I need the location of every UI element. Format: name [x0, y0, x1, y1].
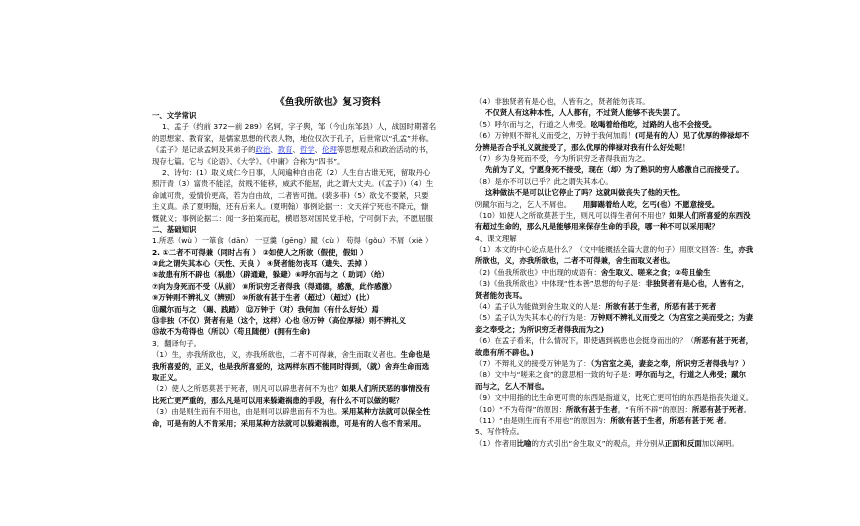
- answer-text: 采用某种方法就可以保全性: [341, 407, 431, 417]
- text-line: （4）非独贤者有是心也，人皆有之，贤者能勿丧耳。: [475, 97, 650, 106]
- question-text: （10）如使人之所欲莫甚于生，则凡可以得生者何不用也？: [475, 210, 670, 220]
- answer-text: 呼尔而与之，行道之人弗受；蹴尔: [635, 370, 747, 380]
- question-text: （4）孟子认为能做到舍生取义的人是：: [475, 302, 606, 312]
- text-line: 2. ①二者不可得兼（同时占有 ） ②如使人之所欲（假使，假如 ）: [152, 247, 368, 257]
- text-line: 《孟子》是记录孟轲及其弟子的政治、教育、哲学、伦理等思想观点和政治活动的书，: [152, 145, 433, 155]
- answer-text: 舍生取义、嗟来之食；②苟且偷生: [600, 267, 711, 277]
- text-line: 2、诗句：(1）取义成仁今日事，人间遍种自由花（2）人生自古谁无死，留取丹心: [162, 167, 431, 177]
- section-heading-understanding: 4、课文理解: [475, 233, 517, 243]
- text-line: [475, 130, 793, 141]
- section-heading-writing: 5、写作特点。: [475, 427, 525, 437]
- text-line: [152, 383, 464, 394]
- text-line: ⑨万钟则不辨礼义（辨别） ⑩所欲有甚于生者（超过）（超过）(比）: [152, 293, 374, 303]
- answer-line: 取正义。: [152, 372, 182, 382]
- question-text: （1）作者用: [475, 438, 517, 448]
- answer-line: 而与之，乞人不屑也。: [475, 381, 549, 391]
- right-column: [475, 96, 793, 449]
- link-education[interactable]: 教育: [277, 145, 293, 155]
- text-line: ⑮故不为苟得也（所以）（苟且随便）(拥有生命): [152, 327, 311, 337]
- answer-text: 吆喝着给他吃，过路的人也不会接受。: [590, 119, 717, 129]
- answer-line: 这种做法不是可以让它停止了吗？这就叫做丧失了他的天性。: [485, 188, 685, 198]
- text-line: 照汗青（3）富贵不能淫，贫贱不能移，威武不能屈，此之谓大丈夫。(《孟子》)（4）生: [152, 179, 434, 189]
- text-line: [475, 244, 793, 255]
- text-line: 1.所恶（wù ）一箪食（dān） 一豆羹（gēng）蹴（cù ） 苟得（gǒu）不屑（xiè ）: [152, 236, 433, 246]
- answer-text: 所恶有甚于死者: [691, 404, 744, 414]
- question-text: （2）使人之所恶莫甚于死者，则凡可以辟患者何不为也？: [152, 384, 342, 394]
- text-line: ⑦向为身死而不受（从前） ⑧所识穷乏者得我（得通德，感激，此作感激）: [152, 281, 397, 291]
- answer-text: 所恶有甚于死者，: [694, 336, 754, 346]
- text-line: 主义真。杀了夏明翰，还有后来人。(夏明翰）事例论据一：文天祥宁死也不降元，慷: [152, 202, 429, 212]
- text-line: [475, 301, 793, 312]
- text-line: （9）文中用指的比生命更可贵的东西是指道义，比死亡更可怕的东西是指丧失道义。: [475, 393, 754, 403]
- question-text: （3)《鱼我所欲也》中体现“性本善”思想的句子是：: [475, 279, 646, 289]
- text-span: 加以阐明。: [701, 438, 739, 448]
- question-text: （2)《鱼我所欲也》中出现的成语有：: [475, 267, 601, 277]
- answer-line: 故患有所不辟也。): [475, 347, 534, 357]
- question-text: （6）在孟子看来，什么情况下，即使遇到祸患也会挺身而出的？（: [475, 336, 695, 346]
- answer-text: 如果人们所厌恶的事情没有: [341, 384, 431, 394]
- link-philosophy[interactable]: 哲学: [299, 145, 315, 155]
- text-line: [475, 267, 793, 278]
- question-text: ，“有所不辟”的原因：: [617, 404, 692, 414]
- link-politics[interactable]: 政治: [255, 145, 271, 155]
- text-line: （7）乡为身死而不受，今为所识穷乏者得我而为之。: [475, 153, 650, 163]
- left-column: [152, 96, 464, 429]
- link-ethics[interactable]: 伦理: [322, 145, 337, 155]
- answer-line: 贤者能勿丧耳。: [475, 290, 527, 300]
- text-line: [152, 406, 464, 417]
- answer-text: 非独贤者有是心也，人皆有之，: [645, 279, 749, 289]
- question-text: （5）孟子认为失其本心的行为是：: [475, 313, 591, 323]
- answer-text: 生，亦我: [723, 245, 754, 255]
- question-text: （11）“由是则生而有不用也”的原因为：: [475, 415, 611, 425]
- answer-text: 正面和反面: [664, 438, 702, 448]
- question-text: （5）呼尔而与之，行道之人弗受。: [475, 119, 591, 129]
- question-text: （6）万钟则不辩礼义而受之，万钟于我何加焉！: [475, 131, 635, 141]
- answer-line: 妾之奉受之；为所识穷乏者得我而为之): [475, 324, 605, 334]
- question-text: （1）本文的中心论点是什么？（文中能概括全篇大意的句子）用原文回答：: [475, 245, 724, 255]
- answer-text: 所欲有甚于生者: [565, 404, 618, 414]
- answer-line: 有超过生命的，那么凡是能够用来保存生命的手段，哪一种不可以采用呢？: [475, 222, 719, 232]
- text-line: [475, 335, 793, 346]
- answer-text: （为宫室之美，妻妾之奉，所识穷乏者得我与？）: [590, 358, 750, 368]
- text-span: 的方式引出“舍生取义”的观点，并分别从: [531, 438, 665, 448]
- answer-text: (可是有的人）见了优厚的俸禄却不: [634, 131, 750, 141]
- text-line: [152, 349, 464, 360]
- answer-line: 命，可是有的人不肯采用；采用某种方法就可以躲避祸患，可是有的人也不肯采用。: [152, 418, 426, 428]
- question-text: （3）由是则生而有不用也，由是则可以辟患而有不为也。: [152, 407, 342, 417]
- answer-line: 我所喜爱的，正义，也是我所喜爱的，这两样东西不能同时得到，（就）舍弃生命而选: [152, 361, 430, 371]
- text-line: [475, 415, 793, 426]
- answer-text: 用脚踢着给人吃，乞丐(也）不愿意接受。: [582, 199, 720, 209]
- text-line: ⑬非独（不仅）贤者有是（这个，这样）心也 ⑭万钟（高位厚禄）则不辨礼义: [152, 316, 406, 326]
- answer-text: 所欲有甚于生者，所恶有甚于死者: [605, 302, 717, 312]
- answer-line: 不仅贤人有这种本性，人人都有，不过贤人能够不丧失罢了。: [485, 108, 685, 118]
- question-text: （10）“不为苟得”的原因：: [475, 404, 566, 414]
- text-line: 命诚可贵，爱情价更高，若为自由故，二者皆可抛。(裴多菲)（5）欲戈不要紧，只要: [152, 190, 429, 200]
- answer-line: 所欲也，义，亦我所欲也，二者不可得兼，舍生而取义者也。: [475, 256, 675, 266]
- question-text: （8）文中与“嗟来之食”的意思相一致的句子是：: [475, 370, 636, 380]
- text-line: [475, 119, 793, 130]
- text-line: ⑪蹴尔而与之 （踢、践踏） ⑫万钟于（对）我何加（有什么好处）焉: [152, 304, 379, 314]
- section-heading-basics: 二、基础知识: [152, 224, 197, 234]
- answer-text: 生命也是: [400, 350, 431, 360]
- text-line: [475, 312, 793, 323]
- question-text: ⑼蹴尔而与之，乞人不屑也。: [475, 199, 572, 209]
- text-line: ③此之谓失其本心（天性、天良 ） ④贤者能勿丧耳（遗失、丢掉 ）: [152, 259, 372, 269]
- section-heading-translate: 3．翻译句子。: [152, 338, 202, 348]
- section-heading-literature: 一、文学常识: [152, 111, 197, 120]
- text-line: （8）是亦不可以已乎？此之谓失其本心。: [475, 176, 613, 186]
- answer-text: 比喻: [516, 438, 532, 448]
- text-line: [475, 369, 793, 380]
- answer-line: 比死亡更严重的，那么凡是可以用来躲避祸患的手段，有什么不可以做的呢？: [152, 395, 404, 405]
- answer-line: 先前为了义，宁愿身死不接受，现在（却）为了熟识的穷人感激自己而接受了。: [485, 165, 744, 175]
- text-line: [475, 358, 793, 369]
- question-text: （1）生，亦我所欲也，义，亦我所欲也，二者不可得兼，舍生而取义者也。: [152, 350, 401, 360]
- question-text: （7）不辩礼义的接受万钟是为了：: [475, 358, 591, 368]
- text-line: [475, 278, 793, 289]
- text-line: 的思想家、教育家，是儒家思想的代表人物，地位仅次于孔子，后世常以“孔孟”并称。: [152, 133, 434, 143]
- answer-text: 如果人们所喜爱的东西没: [669, 210, 751, 220]
- text-span: 。: [743, 404, 752, 414]
- text-line: 1、孟子（约前 372—前 289）名轲，字子舆，邹（今山东邹县）人，战国时期著名: [162, 122, 437, 132]
- text-line: 慨就义；事例论据二：闻一多拍案而起，横眉怒对国民党手枪，宁可倒下去，不愿屈服: [152, 213, 433, 223]
- text-line: [475, 438, 793, 449]
- text-line: [475, 199, 793, 210]
- text-line: [475, 404, 793, 415]
- text-line: ⑤故患有所不辟也（祸患）（辟通避，躲避）⑥呼尔而与之（ 助词）（给）: [152, 270, 389, 280]
- text-span: 。: [723, 415, 732, 425]
- document-title: 《鱼我所欲也》复习资料: [275, 97, 381, 108]
- text-line: [475, 210, 793, 221]
- answer-line: 分辨是否合乎礼义就接受了，那么优厚的俸禄对我有什么好处呢！: [475, 142, 690, 152]
- answer-text: 所欲有甚于生者，所恶有甚于死 者: [610, 415, 724, 425]
- text-span: 等思想观点和政治活动的书，: [336, 145, 433, 155]
- answer-text: 万钟则不辨礼义而受之（为宫室之美而受之；为妻: [590, 313, 754, 323]
- text-line: 现存七篇。它与《论语》、《大学》、《中庸》合称为“四书”。: [152, 156, 345, 166]
- text-span: 《孟子》是记录孟轲及其弟子的: [152, 145, 256, 155]
